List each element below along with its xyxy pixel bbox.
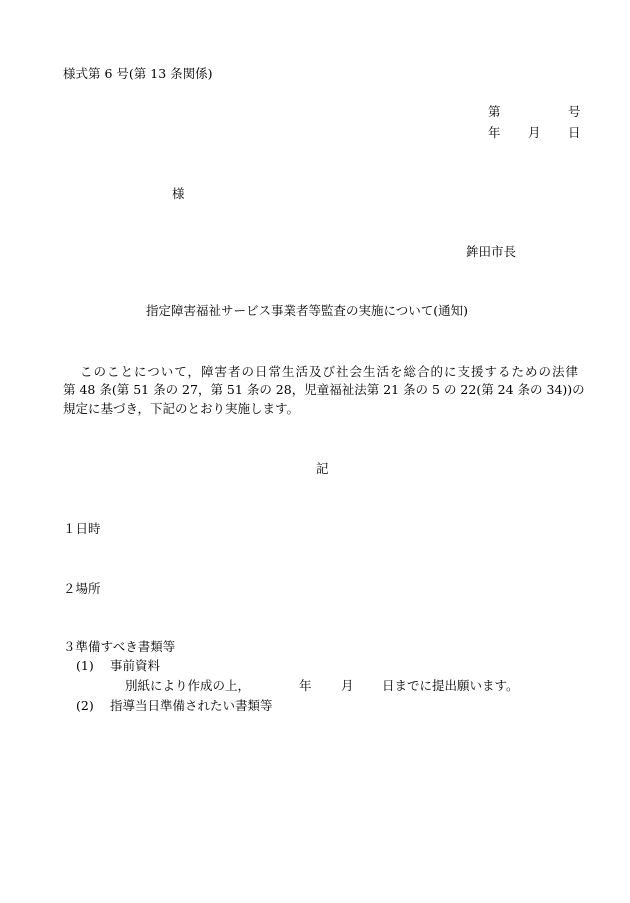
doc-number-go: 号 <box>568 104 581 119</box>
sub2-label: 指導当日準備されたい書類等 <box>110 698 273 713</box>
sub1-text-b: 日までに提出願います。 <box>382 678 519 693</box>
sub1-year: 年 <box>299 678 312 693</box>
date-day: 日 <box>568 125 581 140</box>
body-line-2: 第 48 条(第 51 条の 27，第 51 条の 28，児童福祉法第 21 条の 5 の 22(第 24 条の 34))の <box>63 382 585 397</box>
recipient-honorific: 様 <box>172 186 185 201</box>
item-2-place: ２場所 <box>63 581 101 596</box>
date-month: 月 <box>528 125 541 140</box>
sub1-text-a: 別紙により作成の上， <box>125 678 251 693</box>
document-title: 指定障害福祉サービス事業者等監査の実施について(通知) <box>146 303 469 318</box>
item-1-date-time: １日時 <box>63 521 101 536</box>
sub1-label: 事前資料 <box>110 658 161 673</box>
body-line-1: このことについて，障害者の日常生活及び社会生活を総合的に支援するための法律 <box>80 364 580 379</box>
ki-heading: 記 <box>316 461 329 476</box>
item-3-heading: ３準備すべき書類等 <box>63 639 176 654</box>
sender: 鉾田市長 <box>466 244 517 259</box>
sub2-number: (2) <box>76 698 94 713</box>
form-label: 様式第 6 号(第 13 条関係) <box>63 66 213 81</box>
body-line-3: 規定に基づき，下記のとおり実施します。 <box>63 401 300 416</box>
sub1-number: (1) <box>76 658 94 673</box>
date-year: 年 <box>488 125 501 140</box>
sub1-month: 月 <box>341 678 354 693</box>
doc-number-dai: 第 <box>488 104 501 119</box>
